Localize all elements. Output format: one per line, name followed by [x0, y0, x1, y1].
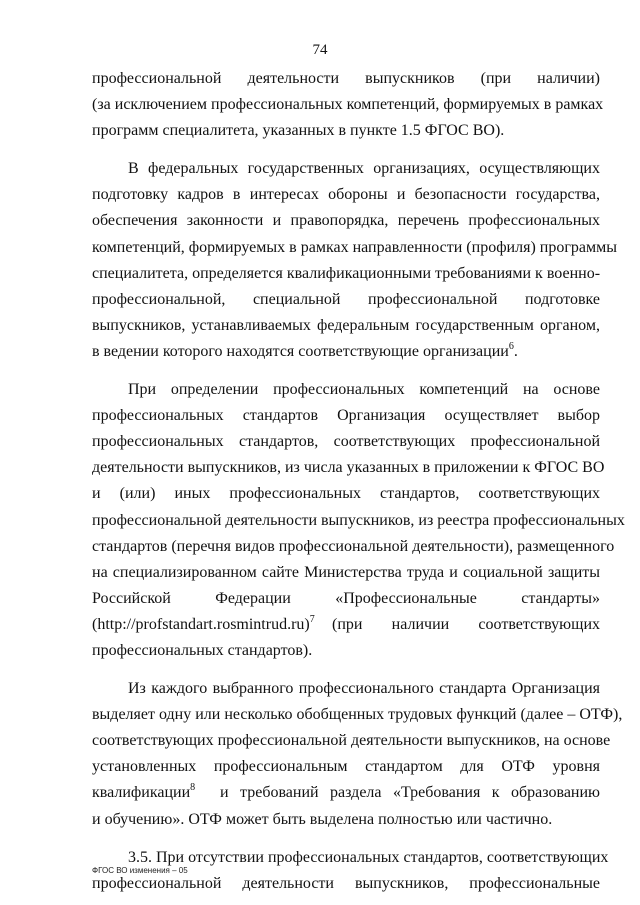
text-fragment [92, 780, 195, 806]
text-line: (за исключением профессиональных компетенций, формируемых в рамках [92, 96, 604, 114]
text-line: программ специалитета, указанных в пункте 1.5 ФГОС ВО). [92, 122, 505, 140]
text-line: В федеральных государственных организациях, осуществляющих [128, 160, 600, 178]
text-line: подготовку кадров в интересах обороны и безопасности государства, [92, 186, 600, 204]
text-line: профессиональной деятельности выпускников, из реестра профессиональных [92, 511, 625, 529]
text-line: стандартов (перечня видов профессиональной деятельности), размещенного [92, 537, 615, 555]
text-line: Из каждого выбранного профессионального стандарта Организация [128, 680, 600, 698]
footnote-mark: 6 [508, 340, 514, 352]
page-number: 74 [312, 42, 328, 58]
footnote-mark: 8 [190, 782, 196, 794]
document-body [92, 66, 625, 897]
text-line: Российской Федерации «Профессиональные стандарты» [92, 589, 600, 607]
text-line: выпускников, устанавливаемых федеральным государственным органом, [92, 316, 600, 334]
text-line: профессиональных стандартов, соответствующих профессиональной [92, 433, 600, 451]
text-fragment: в ведении которого находятся соответствующие организации [92, 342, 509, 360]
text-line: профессиональной, специальной профессиональной подготовке [92, 290, 600, 308]
text-line: профессиональной деятельности выпускников, профессиональные [92, 874, 600, 892]
paragraph-1 [92, 66, 604, 144]
text-line: и (или) иных профессиональных стандартов, соответствующих [92, 485, 600, 503]
text-line: компетенций, формируемых в рамках направленности (профиля) программы [92, 238, 618, 256]
url-link: (http://profstandart.rosmintrud.ru) [92, 615, 310, 633]
text-line: и обучению». ОТФ может быть выделена полностью или частично. [92, 810, 553, 828]
text-fragment [92, 612, 315, 638]
text-line: специалитета, определяется квалификационными требованиями к военно- [92, 264, 601, 282]
text-line: соответствующих профессиональной деятельности выпускников, на основе [92, 732, 611, 750]
text-line: деятельности выпускников, из числа указанных в приложении к ФГОС ВО [92, 459, 605, 477]
text-line: на специализированном сайте Министерства труда и социальной защиты [92, 563, 600, 581]
paragraph-3 [92, 377, 625, 664]
paragraph-4 [92, 676, 623, 833]
text-line: 3.5. При отсутствии профессиональных стандартов, соответствующих [128, 848, 609, 866]
text-line [92, 780, 600, 806]
text-fragment: (при наличии соответствующих [332, 615, 600, 633]
text-fragment: и требований раздела «Требования к образованию [220, 784, 600, 802]
text-fragment: . [513, 342, 518, 360]
text-line: выделяет одну или несколько обобщенных трудовых функций (далее – ОТФ), [92, 706, 623, 724]
text-line: При определении профессиональных компетенций на основе [128, 381, 600, 399]
footnote-mark: 7 [309, 613, 315, 625]
text-fragment: квалификации [92, 784, 191, 802]
text-line [92, 339, 600, 365]
text-line: обеспечения законности и правопорядка, перечень профессиональных [92, 212, 600, 230]
text-line: профессиональной деятельности выпускников (при наличии) [92, 70, 600, 87]
page-footer: ФГОС ВО изменения – 05 [92, 866, 188, 875]
text-line: установленных профессиональным стандартом для ОТФ уровня [92, 758, 600, 776]
paragraph-2 [92, 156, 618, 365]
text-line: профессиональных стандартов). [92, 641, 313, 659]
text-line: профессиональных стандартов Организация осуществляет выбор [92, 407, 600, 425]
text-line [92, 612, 600, 638]
